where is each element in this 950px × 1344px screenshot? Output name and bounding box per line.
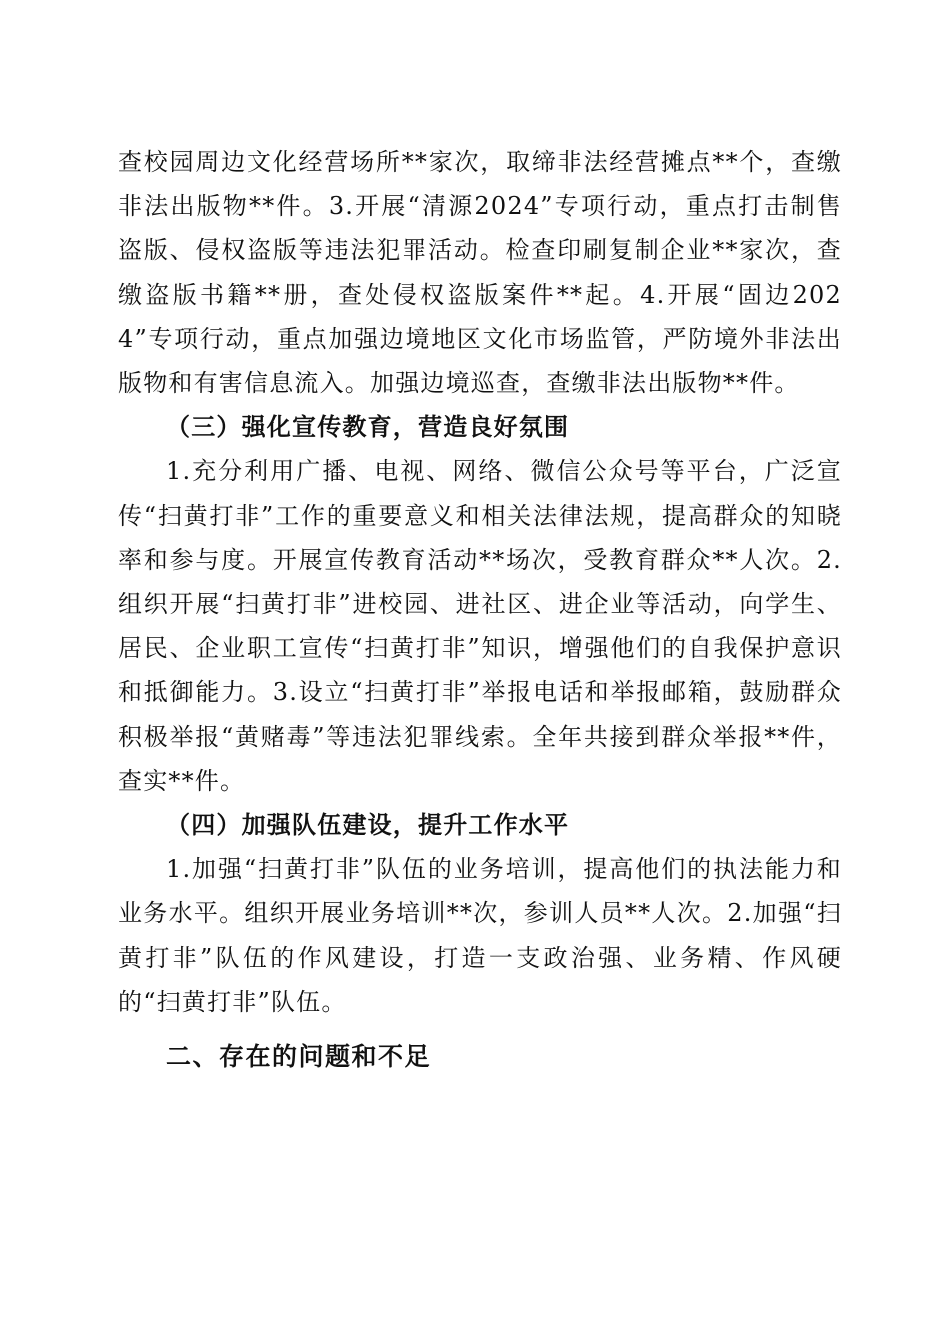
subheading-publicity-education: （三）强化宣传教育，营造良好氛围 xyxy=(166,413,570,442)
section-heading-problems: 二、存在的问题和不足 xyxy=(166,1042,432,1072)
subheading-team-building: （四）加强队伍建设，提升工作水平 xyxy=(166,811,570,840)
paragraph-special-actions: 查校园周边文化经营场所**家次，取缔非法经营摊点**个，查缴非法出版物**件。3.开展“清源2024”专项行动，重点打击制售盗版、侵权盗版等违法犯罪活动。检查印刷复制企业**家次，查缴盗版书籍**册，查处侵权盗版案件**起。4.开展“固边2024”专项行动，重点加强边境地区文化市场监管，严防境外非法出版物和有害信息流入。加强边境巡查，查缴非法出版物**件。 xyxy=(118,148,842,398)
paragraph-publicity-education: 1.充分利用广播、电视、网络、微信公众号等平台，广泛宣传“扫黄打非”工作的重要意义和相关法律法规，提高群众的知晓率和参与度。开展宣传教育活动**场次，受教育群众**人次。2.组织开展“扫黄打非”进校园、进社区、进企业等活动，向学生、居民、企业职工宣传“扫黄打非”知识，增强他们的自我保护意识和抵御能力。3.设立“扫黄打非”举报电话和举报邮箱，鼓励群众积极举报“黄赌毒”等违法犯罪线索。全年共接到群众举报**件，查实**件。 xyxy=(118,457,842,795)
paragraph-team-building: 1.加强“扫黄打非”队伍的业务培训，提高他们的执法能力和业务水平。组织开展业务培训**次，参训人员**人次。2.加强“扫黄打非”队伍的作风建设，打造一支政治强、业务精、作风硬的“扫黄打非”队伍。 xyxy=(118,855,842,1016)
document-page xyxy=(118,140,842,1082)
